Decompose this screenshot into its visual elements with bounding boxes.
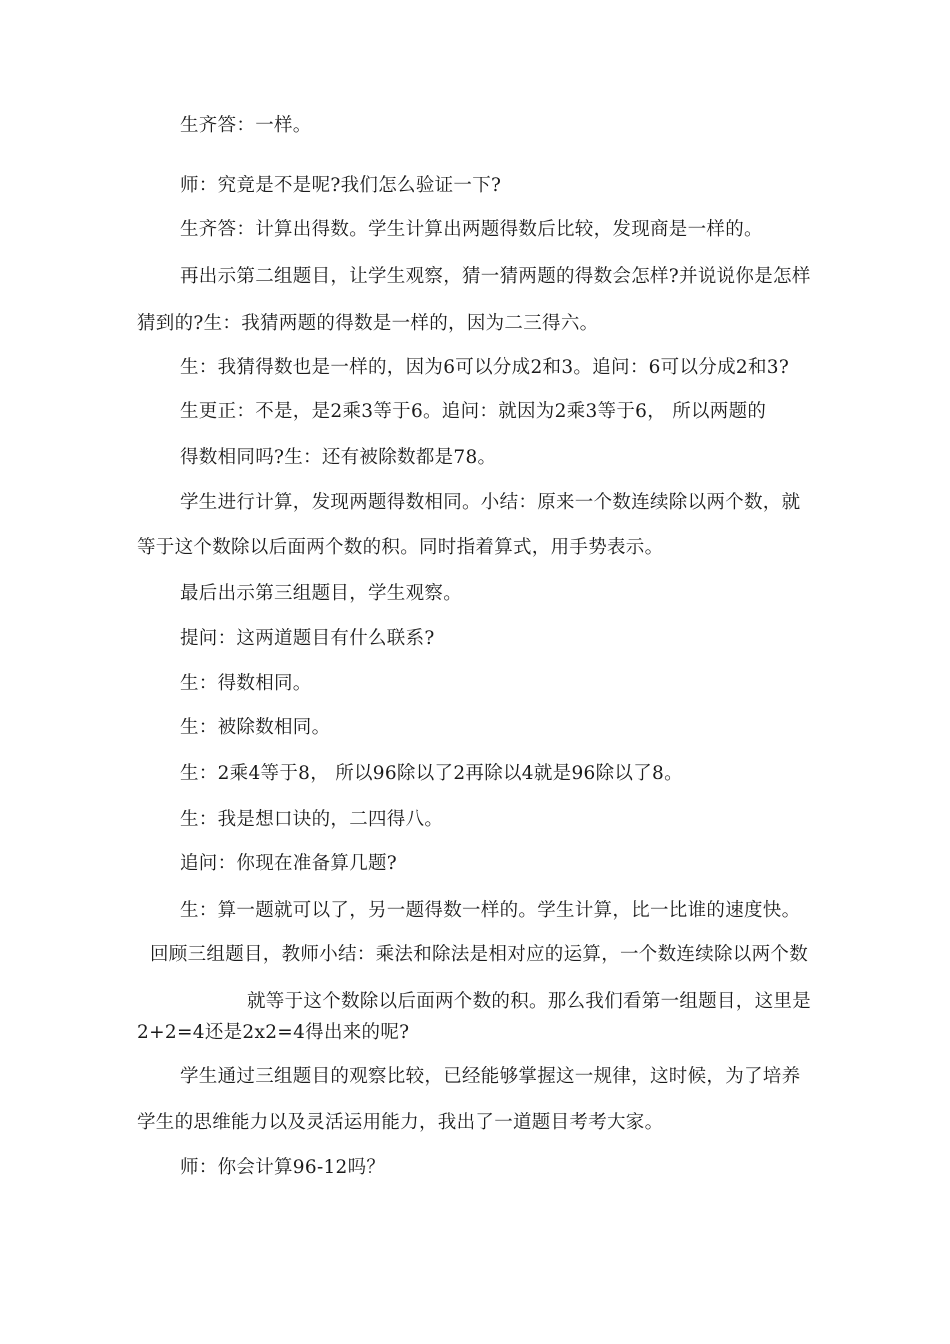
paragraph-line-3: 生齐答：计算出得数。学生计算出两题得数后比较，发现商是一样的。 (180, 219, 763, 240)
paragraph-line-24: 师：你会计算96-12吗？ (180, 1157, 386, 1178)
paragraph-line-8: 得数相同吗?生：还有被除数都是78。 (180, 447, 497, 468)
paragraph-line-9: 学生进行计算，发现两题得数相同。小结：原来一个数连续除以两个数，就 (180, 492, 801, 513)
paragraph-line-12: 提问：这两道题目有什么联系? (180, 628, 435, 649)
paragraph-line-14: 生：被除数相同。 (180, 717, 331, 738)
paragraph-line-23: 学生的思维能力以及灵活运用能力，我出了一道题目考考大家。 (137, 1112, 664, 1133)
paragraph-line-1: 生齐答：一样。 (180, 115, 312, 136)
paragraph-line-13: 生：得数相同。 (180, 673, 312, 694)
paragraph-line-7: 生更正：不是，是2乘3等于6。追问：就因为2乘3等于6， 所以两题的 (180, 401, 767, 422)
paragraph-line-2: 师：究竟是不是呢?我们怎么验证一下? (180, 175, 502, 196)
paragraph-line-20: 就等于这个数除以后面两个数的积。那么我们看第一组题目，这里是 (247, 991, 812, 1012)
paragraph-line-19: 回顾三组题目，教师小结：乘法和除法是相对应的运算，一个数连续除以两个数 (150, 944, 809, 965)
paragraph-line-5: 猜到的?生：我猜两题的得数是一样的，因为二三得六。 (137, 313, 599, 334)
paragraph-line-22: 学生通过三组题目的观察比较，已经能够掌握这一规律，这时候，为了培养 (180, 1066, 801, 1087)
paragraph-line-15: 生：2乘4等于8， 所以96除以了2再除以4就是96除以了8。 (180, 763, 683, 784)
paragraph-line-6: 生：我猜得数也是一样的，因为6可以分成2和3。追问：6可以分成2和3? (180, 357, 790, 378)
paragraph-line-16: 生：我是想口诀的，二四得八。 (180, 809, 444, 830)
paragraph-line-11: 最后出示第三组题目，学生观察。 (180, 583, 463, 604)
paragraph-line-21: 2+2=4还是2x2=4得出来的呢? (137, 1022, 410, 1043)
paragraph-line-10: 等于这个数除以后面两个数的积。同时指着算式，用手势表示。 (137, 537, 664, 558)
paragraph-line-17: 追问：你现在准备算几题? (180, 853, 398, 874)
paragraph-line-18: 生：算一题就可以了，另一题得数一样的。学生计算，比一比谁的速度快。 (180, 900, 801, 921)
paragraph-line-4: 再出示第二组题目，让学生观察，猜一猜两题的得数会怎样?并说说你是怎样 (180, 266, 811, 287)
